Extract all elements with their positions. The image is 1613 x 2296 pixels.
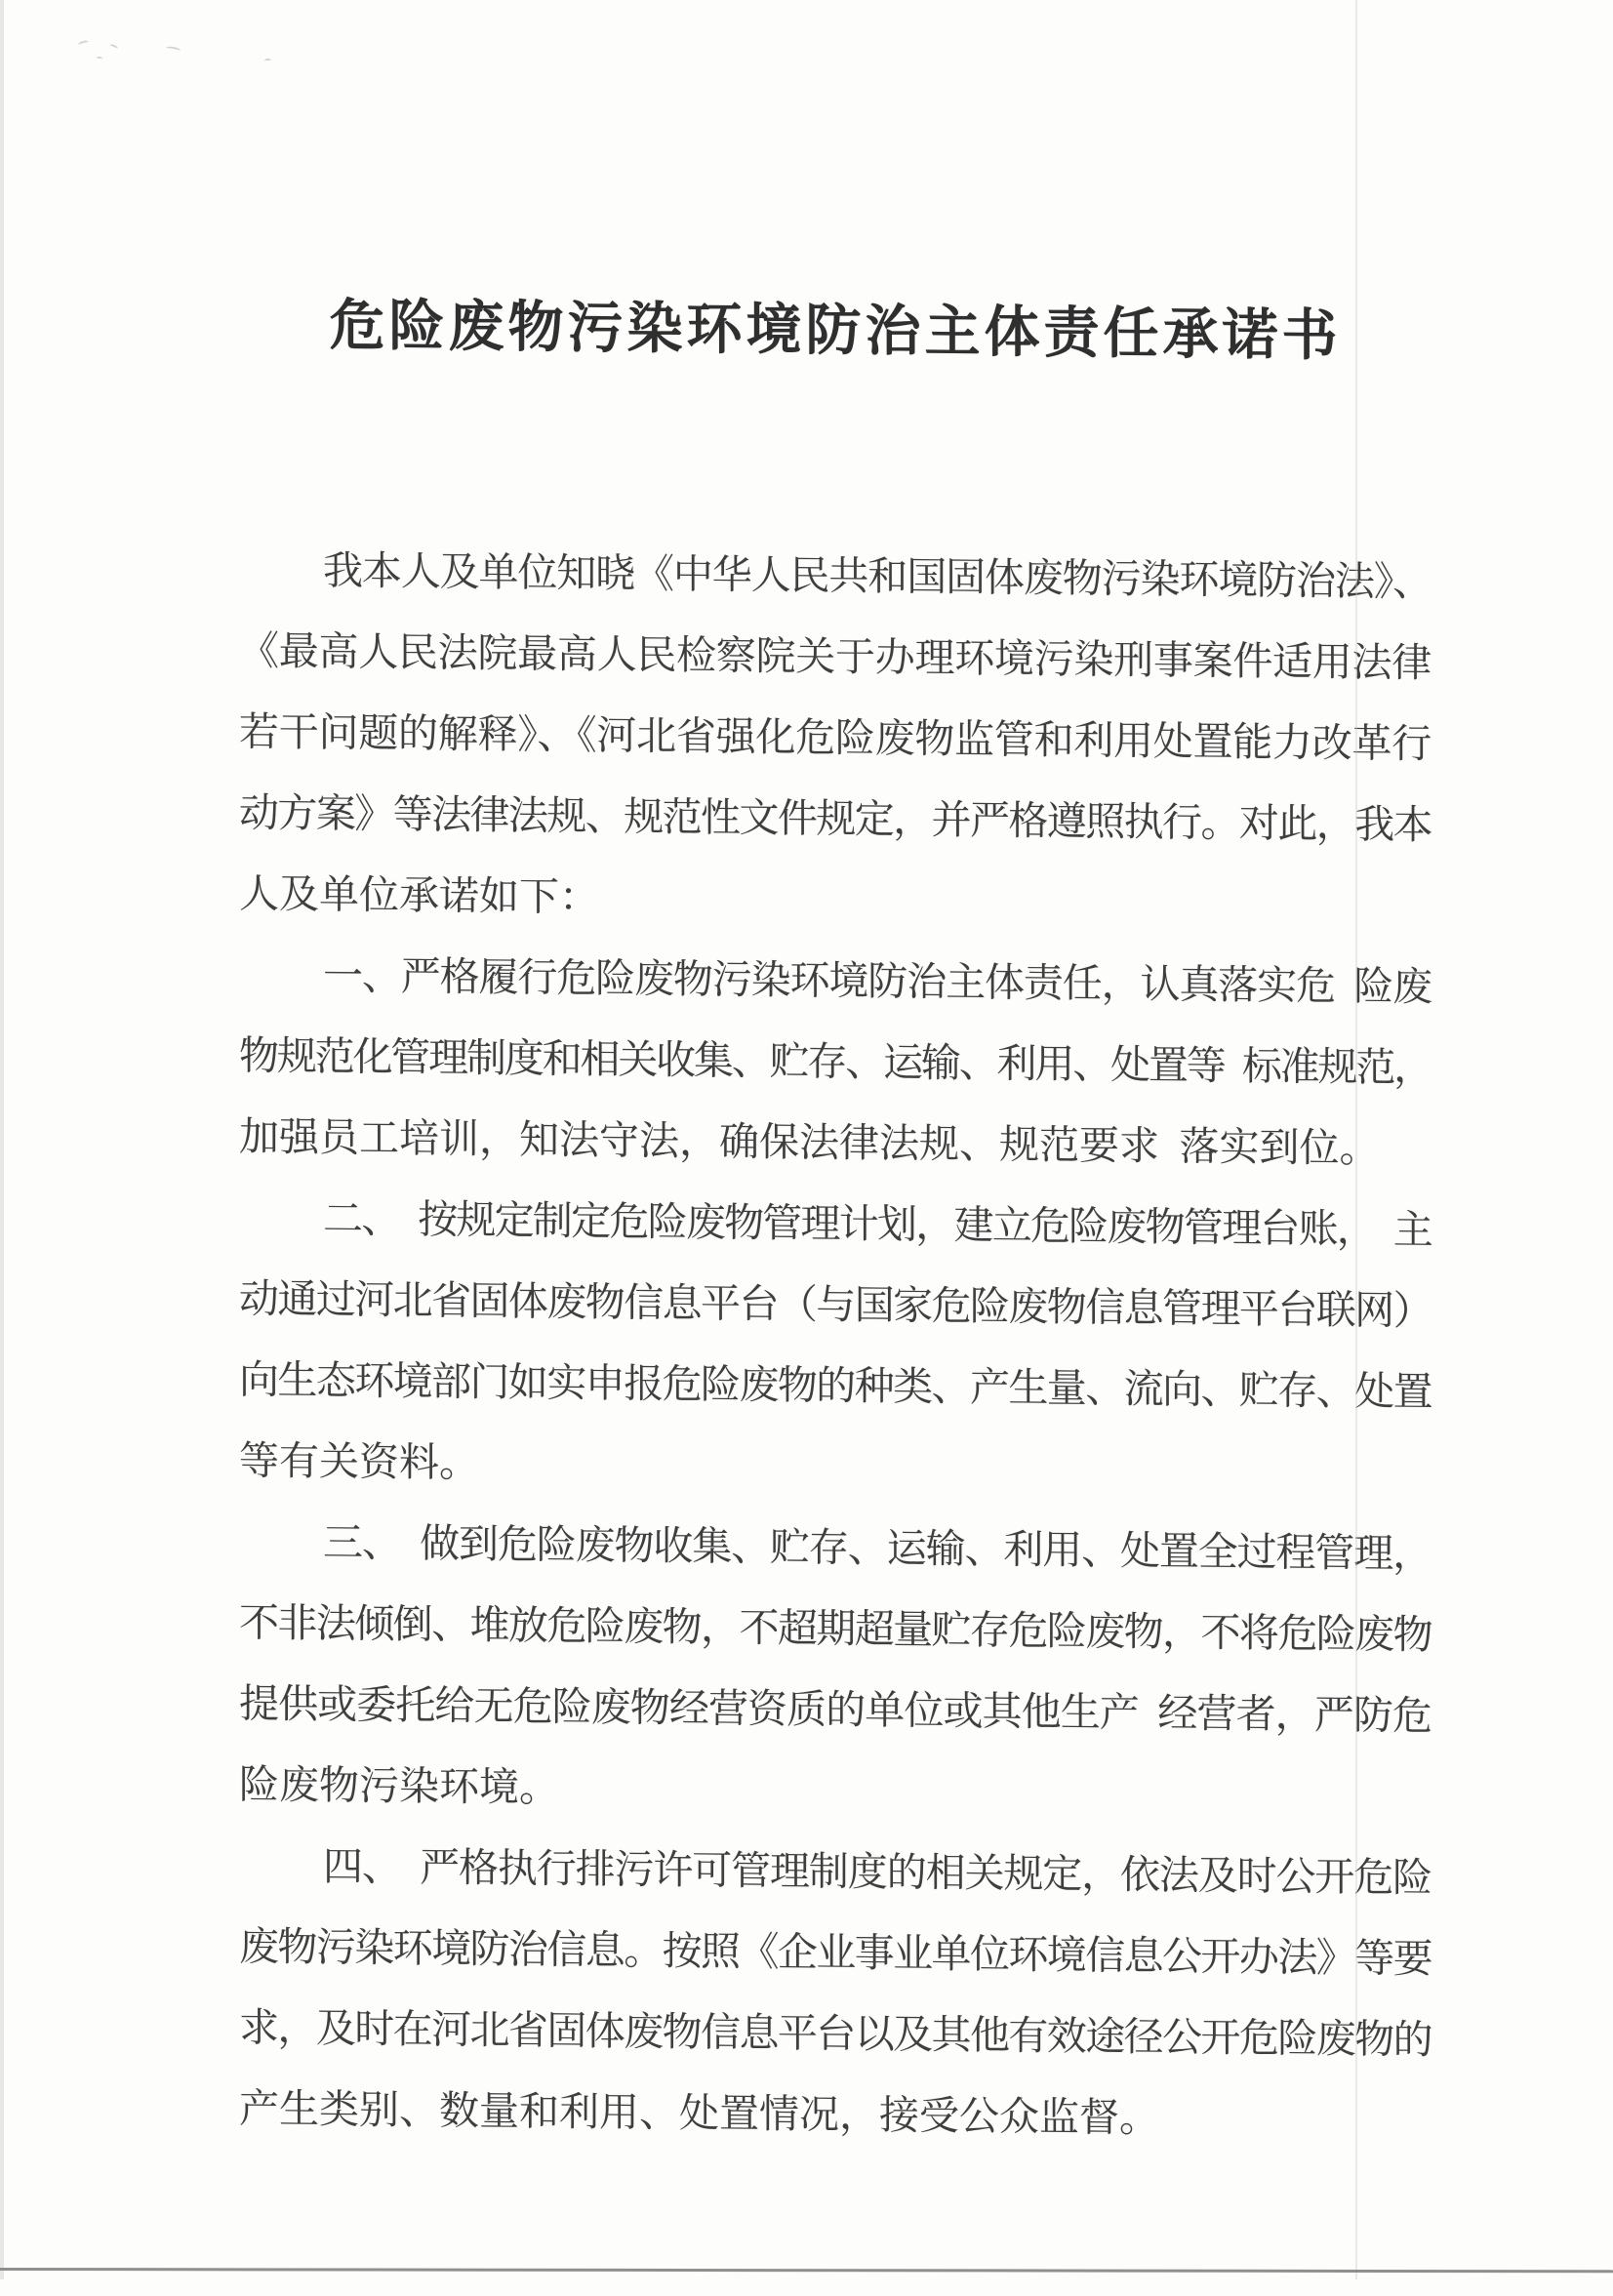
text-line: 提供或委托给无危险废物经营资质的单位或其他生产 经营者，严防危 [239,1680,1432,1739]
text-line: 险废物污染环境。 [239,1761,559,1811]
text-line: 等有关资料。 [239,1437,479,1486]
document-body [239,530,1432,2162]
text-line: 二、 按规定制定危险废物管理计划，建立危险废物管理台账， 主 [323,1195,1432,1253]
text-line: 我本人及单位知晓《中华人民共和国固体废物污染环境防治法》、 [323,547,1432,605]
text-line: 加强员工培训，知法守法，确保法律法规、规范要求 落实到位。 [239,1113,1380,1171]
text-line: 废物污染环境防治信息。按照《企业事业单位环境信息公开办法》等要 [239,1923,1432,1982]
text-line: 动通过河北省固体废物信息平台（与国家危险废物信息管理平台联网） [239,1275,1432,1334]
text-line: 三、 做到危险废物收集、贮存、运输、利用、处置全过程管理， [323,1519,1432,1577]
scan-vertical-streak [1355,0,1357,2279]
text-line: 四、 严格执行排污许可管理制度的相关规定，依法及时公开危险 [323,1843,1432,1901]
text-line: 人及单位承诺如下： [239,870,599,920]
document-title: 危险废物污染环境防治主体责任承诺书 [329,295,1342,368]
text-line: 不非法倾倒、堆放危险废物，不超期超量贮存危险废物，不将危险废物 [239,1599,1432,1658]
text-line: 物规范化管理制度和相关收集、贮存、运输、利用、处置等 标准规范， [239,1032,1432,1091]
text-line: 向生态环境部门如实申报危险废物的种类、产生量、流向、贮存、处置 [239,1356,1432,1415]
text-line: 若干问题的解释》、《河北省强化危险废物监管和利用处置能力改革行 [239,708,1432,767]
text-line: 求，及时在河北省固体废物信息平台以及其他有效途径公开危险废物的 [239,2004,1432,2063]
text-line: 一、严格履行危险废物污染环境防治主体责任，认真落实危 险废 [323,952,1432,1010]
text-line: 动方案》等法律法规、规范性文件规定，并严格遵照执行。对此，我本 [239,789,1432,848]
text-line: 《最高人民法院最高人民检察院关于办理环境污染刑事案件适用法律 [239,627,1432,686]
text-line: 产生类别、数量和利用、处置情况，接受公众监督。 [239,2085,1159,2141]
